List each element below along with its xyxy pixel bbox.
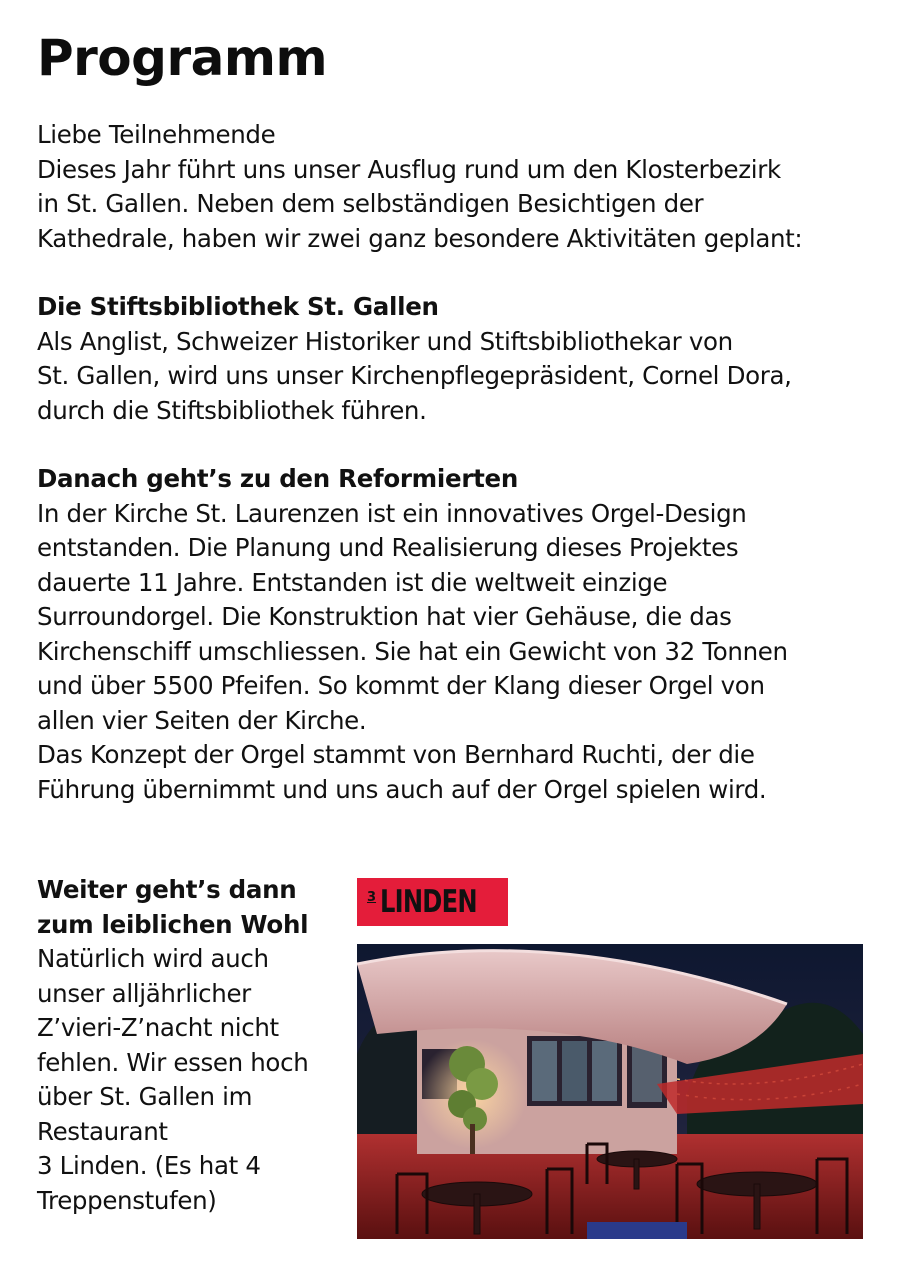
- section-line: Surroundorgel. Die Konstruktion hat vier Gehäuse, die das: [37, 602, 732, 631]
- section-line: entstanden. Die Planung und Realisierung dieses Projektes: [37, 533, 739, 562]
- section-heading: Weiter geht’s dann: [37, 875, 297, 904]
- page-title: Programm: [37, 29, 328, 87]
- section-line: Das Konzept der Orgel stammt von Bernhard Ruchti, der die: [37, 740, 755, 769]
- section-line: dauerte 11 Jahre. Entstanden ist die weltweit einzige: [37, 567, 668, 597]
- section-stiftsbibliothek: [37, 290, 867, 428]
- restaurant-logo: [357, 878, 508, 926]
- intro-paragraph: [37, 118, 867, 256]
- section-line: über St. Gallen im: [37, 1082, 253, 1111]
- section-line: Treppenstufen): [37, 1185, 217, 1215]
- section-line: Z’vieri-Z’nacht nicht: [37, 1013, 279, 1042]
- logo-number: 3: [367, 889, 377, 905]
- section-line: 3 Linden. (Es hat 4: [37, 1151, 261, 1180]
- section-line: Als Anglist, Schweizer Historiker und Stiftsbibliothekar von: [37, 326, 733, 356]
- section-line: St. Gallen, wird uns unser Kirchenpflegepräsident, Cornel Dora,: [37, 361, 792, 390]
- section-line: fehlen. Wir essen hoch: [37, 1047, 309, 1077]
- restaurant-terrace-photo: [357, 944, 863, 1239]
- section-restaurant: [37, 873, 342, 1218]
- section-line: allen vier Seiten der Kirche.: [37, 705, 367, 735]
- section-line: und über 5500 Pfeifen. So kommt der Klang dieser Orgel von: [37, 671, 765, 700]
- section-line: Führung übernimmt und uns auch auf der Orgel spielen wird.: [37, 774, 767, 804]
- intro-line: Kathedrale, haben wir zwei ganz besondere Aktivitäten geplant:: [37, 223, 803, 253]
- section-line: Restaurant: [37, 1116, 168, 1146]
- section-heading: Danach geht’s zu den Reformierten: [37, 464, 518, 493]
- section-line: Natürlich wird auch: [37, 944, 269, 973]
- section-line: durch die Stiftsbibliothek führen.: [37, 395, 427, 425]
- section-line: Kirchenschiff umschliessen. Sie hat ein Gewicht von 32 Tonnen: [37, 636, 788, 666]
- restaurant-terrace-illustration: [357, 944, 863, 1239]
- logo-name: LINDEN: [380, 884, 477, 920]
- intro-line: Liebe Teilnehmende: [37, 120, 276, 149]
- section-line: unser alljährlicher: [37, 978, 251, 1008]
- section-heading: Die Stiftsbibliothek St. Gallen: [37, 292, 439, 321]
- intro-line: in St. Gallen. Neben dem selbständigen Besichtigen der: [37, 189, 704, 218]
- intro-line: Dieses Jahr führt uns unser Ausflug rund um den Klosterbezirk: [37, 154, 781, 184]
- section-line: In der Kirche St. Laurenzen ist ein innovatives Orgel-Design: [37, 498, 747, 528]
- section-reformierte: [37, 462, 867, 807]
- section-heading: zum leiblichen Wohl: [37, 909, 309, 939]
